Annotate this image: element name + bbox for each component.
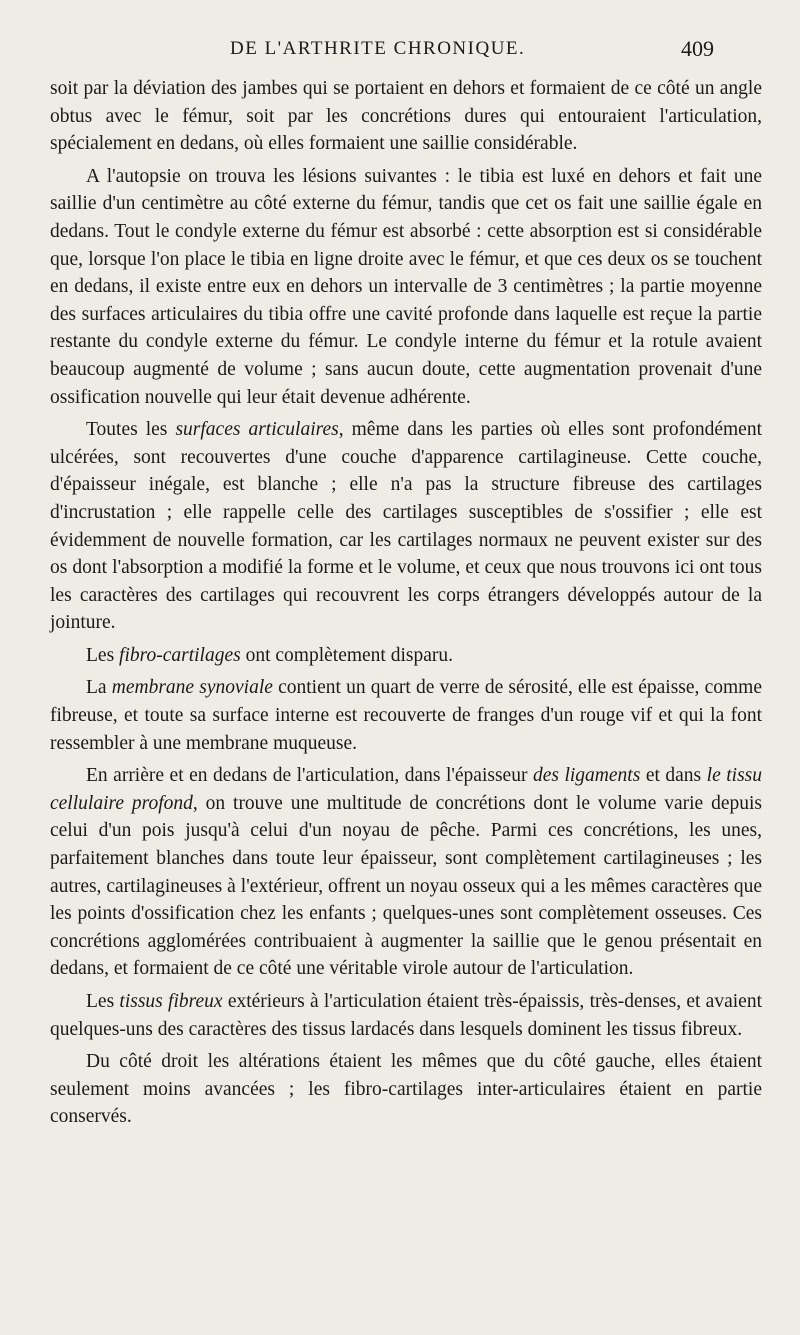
italic-term: fibro-cartilages <box>119 644 241 666</box>
paragraph-text: soit par la déviation des jambes qui se portaient en dehors et formaient de ce côté un angle obtus avec le fémur, soit par les concrétions dures qui entouraient l'articulation, spécialement en dedans, où elles formaient une saillie considérable. <box>50 78 762 155</box>
paragraph-text: Les <box>86 991 120 1012</box>
paragraph-text: et dans <box>640 765 707 787</box>
paragraph-text: Toutes les <box>86 419 176 441</box>
paragraph-7 <box>50 988 762 1043</box>
page-number: 409 <box>681 36 714 61</box>
paragraph-text: La <box>86 677 112 699</box>
paragraph-6 <box>50 762 762 983</box>
paragraph-text: Du côté droit les altérations étaient les mêmes que du côté gauche, elles étaient seulement moins avancées ; les fibro-cartilages inter-articulaires étaient en partie conservés. <box>50 1051 762 1128</box>
paragraph-4 <box>50 642 762 670</box>
paragraph-3 <box>50 416 762 637</box>
paragraph-text: , même dans les parties où elles sont profondément ulcérées, sont recouvertes d'une couche d'apparence cartilagineuse. Cette couche, d'épaisseur inégale, est blanche ; elle n'a pas la structure fibreuse des cartilages d'incrustation ; elle rappelle celle des cartilages susceptibles de s'ossifier ; elle est évidemment de nouvelle formation, car les cartilages normaux ne peuvent exister sur des os dont l'absorption a modifié la forme et le volume, et ceux que nous trouvons ici ont tous les caractères des cartilages qui recouvrent les corps étrangers développés autour de la jointure. <box>50 419 762 634</box>
paragraph-text: En arrière et en dedans de l'articulation, dans l'épaisseur <box>86 765 533 787</box>
paragraph-8 <box>50 1048 762 1131</box>
italic-term: des ligaments <box>532 765 641 787</box>
paragraph-text: ont complètement disparu. <box>240 644 454 666</box>
italic-term: surfaces articulaires <box>175 419 339 441</box>
paragraph-text: , on trouve une multitude de concrétions dont le volume varie depuis celui d'un pois jusqu'à celui d'un noyau de pêche. Parmi ces concrétions, les unes, parfaitement blanches dans toute leur épaisseur, sont complètement cartilagineuses ; les autres, cartilagineuses à l'extérieur, offrent un noyau osseux qui a les mêmes caractères que les points d'ossification chez les enfants ; quelques-unes sont complètement osseuses. Ces concrétions agglomérées contribuaient à augmenter la saillie que le genou présentait en dedans, et formaient de ce côté une véritable virole autour de l'articulation. <box>50 792 762 980</box>
paragraph-5 <box>50 674 762 757</box>
running-title: DE L'ARTHRITE CHRONIQUE. <box>230 38 526 59</box>
paragraph-1 <box>50 75 762 158</box>
italic-term: tissus fibreux <box>119 991 223 1012</box>
paragraph-text: contient un quart de verre de sérosité, elle est épaisse, comme fibreuse, et toute sa surface interne est recouverte de franges d'un rouge vif et qui la font ressembler à une membrane muqueuse. <box>50 677 762 754</box>
italic-term: membrane synoviale <box>111 677 273 699</box>
body-text <box>50 75 762 1131</box>
paragraph-text: A l'autopsie on trouva les lésions suivantes : le tibia est luxé en dehors et fait une saillie d'un centimètre au côté externe du fémur, tandis que cet os fait une saillie égale en dedans. Tout le condyle externe du fémur est absorbé : cette absorption est si considérable que, lorsque l'on place le tibia en ligne droite avec le fémur, et que ces deux os se touchent en dedans, il existe entre eux en dehors un intervalle de 3 centimètres ; la partie moyenne des surfaces articulaires du tibia offre une cavité profonde dans laquelle est reçue la partie restante du condyle externe du fémur. Le condyle interne du fémur et la rotule avaient beaucoup augmenté de volume ; sans aucun doute, cette augmentation provenait d'une ossification nouvelle qui leur était devenue adhérente. <box>50 165 762 408</box>
italic-term: le tissu cellulaire profond <box>50 765 762 814</box>
paragraph-text: extérieurs à l'articulation étaient très-épaissis, très-denses, et avaient quelques-uns des caractères des tissus lardacés dans lesquels dominent les tissus fibreux. <box>50 991 762 1040</box>
paragraph-2 <box>50 163 762 411</box>
paragraph-text: Les <box>86 644 120 666</box>
page-header <box>0 38 800 68</box>
